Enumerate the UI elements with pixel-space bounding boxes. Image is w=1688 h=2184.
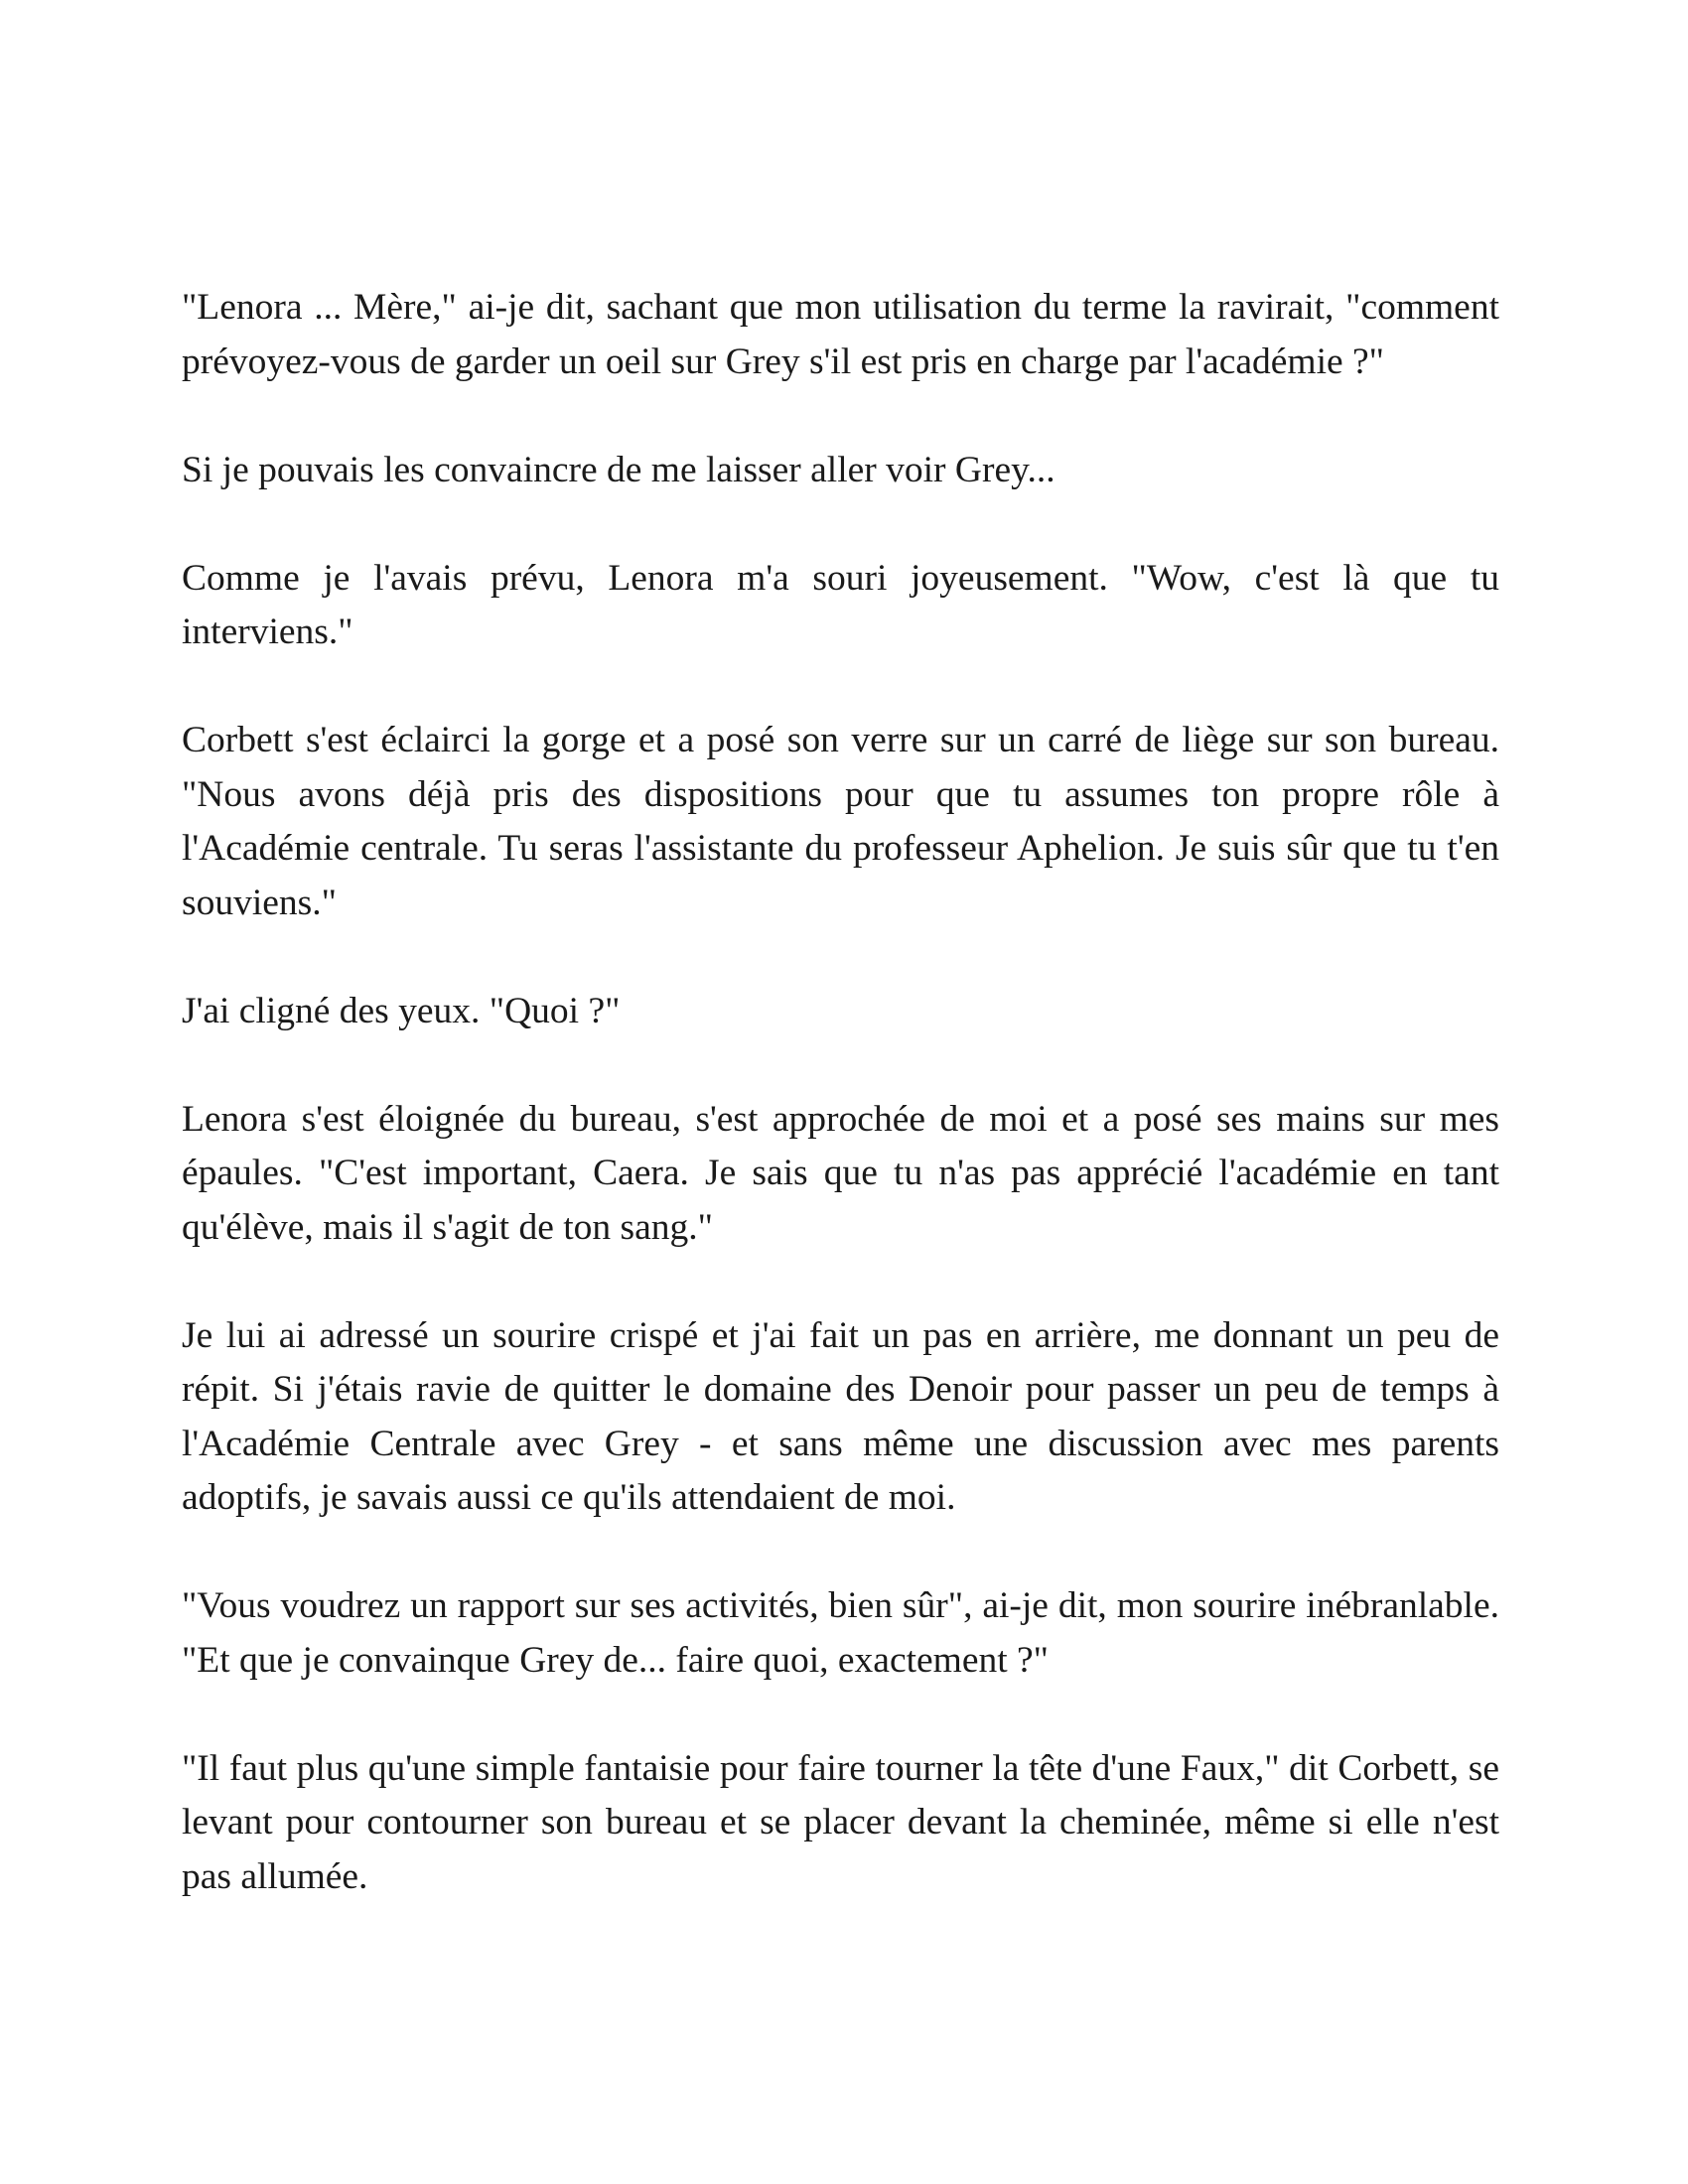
- document-page: [182, 281, 1499, 1904]
- paragraph-6: Lenora s'est éloignée du bureau, s'est approchée de moi et a posé ses mains sur mes épaules. "C'est important, Caera. Je sais que tu n'as pas apprécié l'académie en tant qu'élève, mais il s'agit de ton sang.": [182, 1098, 1499, 1248]
- paragraph-4: Corbett s'est éclairci la gorge et a posé son verre sur un carré de liège sur son bureau. "Nous avons déjà pris des dispositions pour que tu assumes ton propre rôle à l'Académie centrale. Tu seras l'assistante du professeur Aphelion. Je suis sûr que tu t'en souviens.": [182, 720, 1499, 923]
- paragraph-5: J'ai cligné des yeux. "Quoi ?": [182, 990, 621, 1031]
- paragraph-9: "Il faut plus qu'une simple fantaisie pour faire tourner la tête d'une Faux," dit Corbett, se levant pour contourner son bureau et se placer devant la cheminée, même si elle n'est pas allumée.: [182, 1747, 1499, 1897]
- paragraph-3: Comme je l'avais prévu, Lenora m'a souri joyeusement. "Wow, c'est là que tu interviens.": [182, 557, 1499, 652]
- paragraph-2: Si je pouvais les convaincre de me laisser aller voir Grey...: [182, 449, 1055, 490]
- paragraph-1: "Lenora ... Mère," ai-je dit, sachant que mon utilisation du terme la ravirait, "comment prévoyez-vous de garder un oeil sur Grey s'il est pris en charge par l'académie ?": [182, 287, 1499, 382]
- paragraph-7: Je lui ai adressé un sourire crispé et j'ai fait un pas en arrière, me donnant un peu de répit. Si j'étais ravie de quitter le domaine des Denoir pour passer un peu de temps à l'Académie Centrale avec Grey - et sans même une discussion avec mes parents adoptifs, je savais aussi ce qu'ils attendaient de moi.: [182, 1314, 1499, 1518]
- paragraph-8: "Vous voudrez un rapport sur ses activités, bien sûr", ai-je dit, mon sourire inébranlable. "Et que je convainque Grey de... faire quoi, exactement ?": [182, 1585, 1499, 1681]
